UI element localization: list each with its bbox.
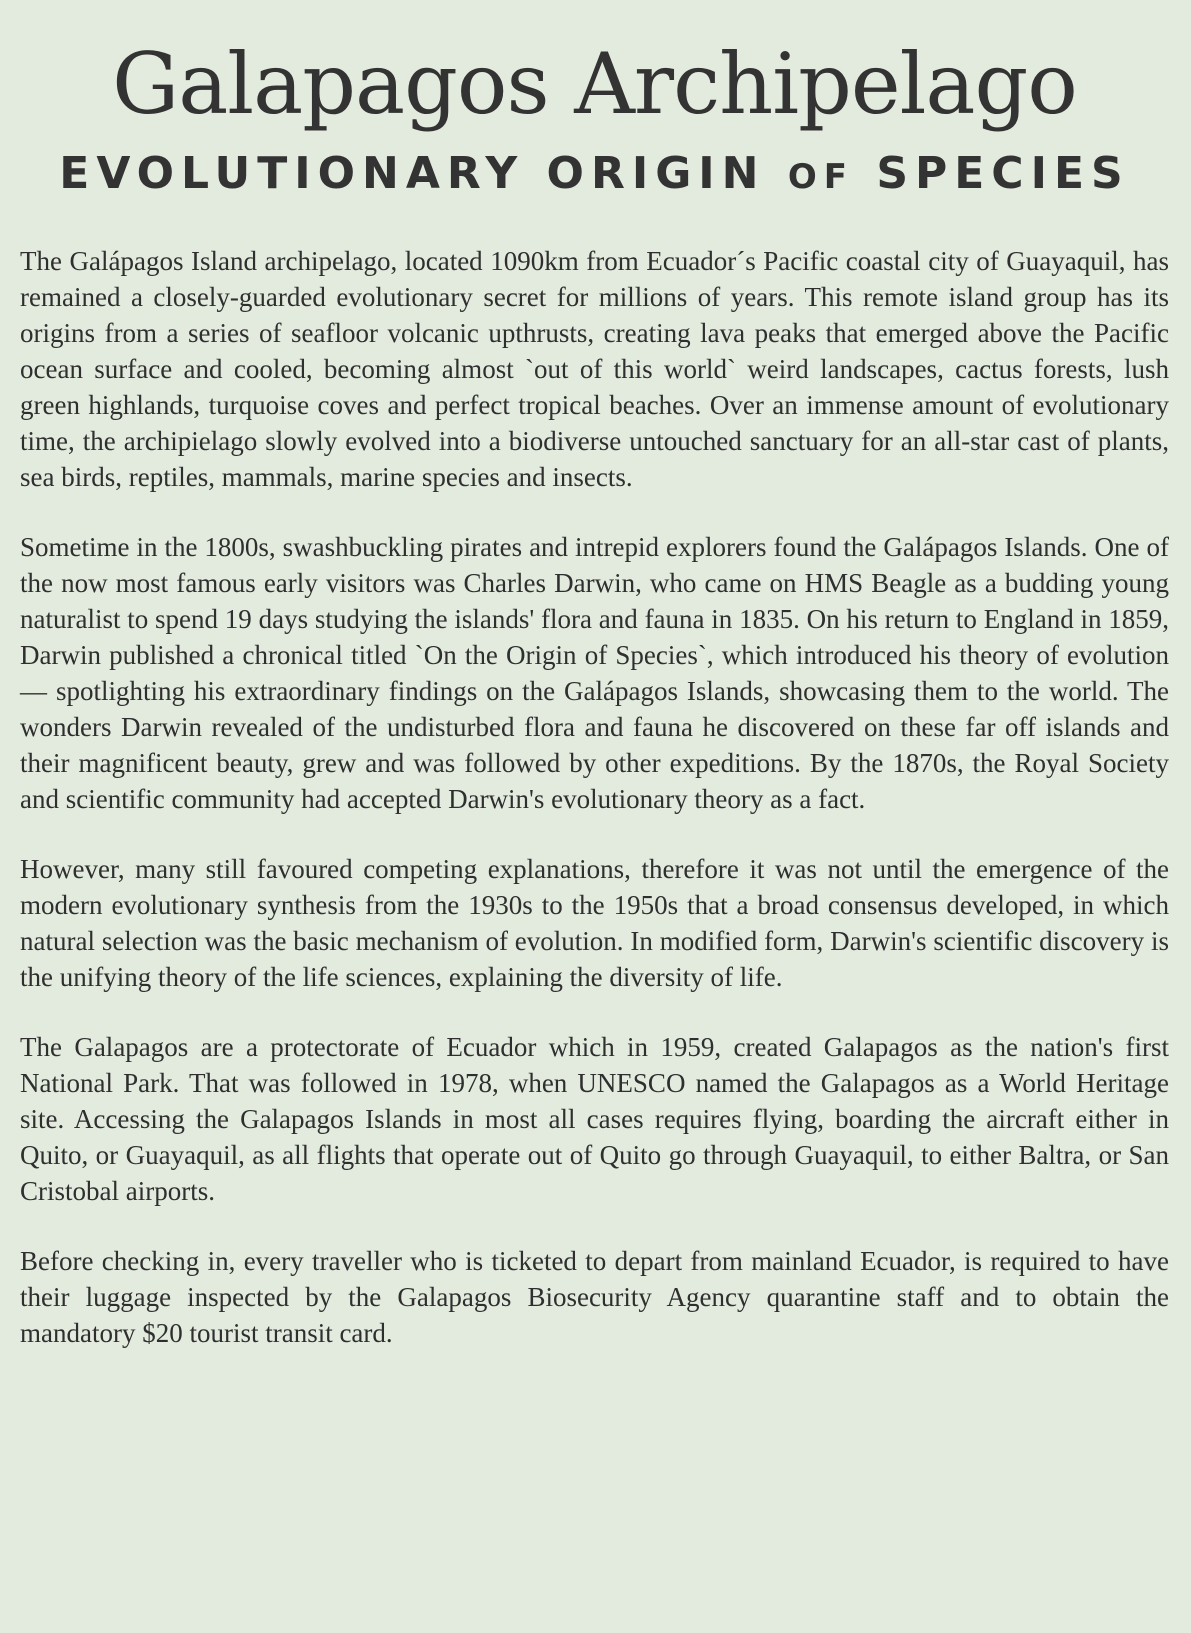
paragraph-darwin: Sometime in the 1800s, swashbuckling pirates and intrepid explorers found the Galápagos Islands. One of the now most famous early visitors was Charles Darwin, who came on HMS Beagle as a budding young naturalist to spend 19 days studying the islands' flora and fauna in 1835. On his return to England in 1859, Darwin published a chronical titled `On the Origin of Species`, which introduced his theory of evolution — spotlighting his extraordinary findings on the Galápagos Islands, showcasing them to the world. The wonders Darwin revealed of the undisturbed flora and fauna he discovered on these far off islands and their magnificent beauty, grew and was followed by other expeditions. By the 1870s, the Royal Society and scientific community had accepted Darwin's evolutionary theory as a fact. [20, 532, 1169, 814]
subtitle-tail: SPECIES [876, 148, 1130, 199]
page-subtitle [20, 146, 1169, 205]
paragraph-national-park: The Galapagos are a protectorate of Ecuador which in 1959, created Galapagos as the nation's first National Park. That was followed in 1978, when UNESCO named the Galapagos as a World Heritage site. Accessing the Galapagos Islands in most all cases requires flying, boarding the aircraft either in Quito, or Guayaquil, as all flights that operate out of Quito go through Guayaquil, to either Baltra, or San Cristobal airports. [20, 1032, 1169, 1206]
subtitle-lead: EVOLUTIONARY ORIGIN [59, 148, 766, 199]
subtitle-connector: OF [787, 157, 854, 197]
article-body [20, 243, 1169, 1351]
paragraph-synthesis: However, many still favoured competing explanations, therefore it was not until the emergence of the modern evolutionary synthesis from the 1930s to the 1950s that a broad consensus developed, in which natural selection was the basic mechanism of evolution. In modified form, Darwin's scientific discovery is the unifying theory of the life sciences, explaining the diversity of life. [20, 854, 1169, 992]
paragraph-origins: The Galápagos Island archipelago, located 1090km from Ecuador´s Pacific coastal city of Guayaquil, has remained a closely-guarded evolutionary secret for millions of years. This remote island group has its origins from a series of seafloor volcanic upthrusts, creating lava peaks that emerged above the Pacific ocean surface and cooled, becoming almost `out of this world` weird landscapes, cactus forests, lush green highlands, turquoise coves and perfect tropical beaches. Over an immense amount of evolutionary time, the archipielago slowly evolved into a biodiverse untouched sanctuary for an all-star cast of plants, sea birds, reptiles, mammals, marine species and insects. [20, 246, 1169, 492]
paragraph-biosecurity: Before checking in, every traveller who is ticketed to depart from mainland Ecuador, is required to have their luggage inspected by the Galapagos Biosecurity Agency quarantine staff and to obtain the mandatory $20 tourist transit card. [20, 1246, 1169, 1348]
page-title: Galapagos Archipelago [112, 35, 1077, 133]
